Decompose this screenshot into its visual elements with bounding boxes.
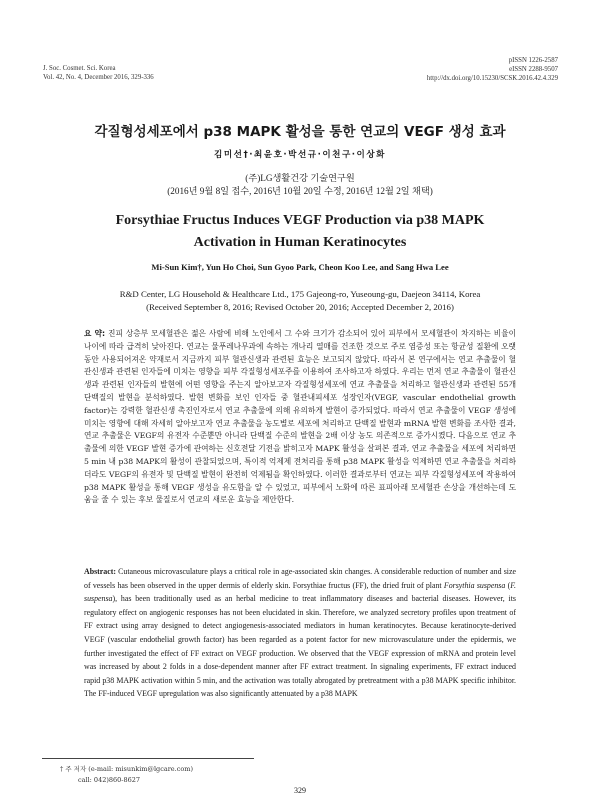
journal-volume: Vol. 42, No. 4, December 2016, 329-336 [43,74,154,81]
abstract-text-2: ( [505,580,511,590]
journal-citation [43,64,154,82]
pissn: pISSN 1226-2587 [508,57,558,64]
korean-title: 각질형성세포에서 p38 MAPK 활성을 통한 연교의 VEGF 생성 효과 [94,124,506,140]
english-abstract-label: Abstract: [84,567,116,576]
footnote-divider [42,758,254,759]
abstract-species-name: Forsythia suspensa [443,580,506,590]
korean-dates: (2016년 9월 8일 접수, 2016년 10월 20일 수정, 2016년 12월 2일 채택) [167,186,433,196]
corresponding-author-note: † 주 저자 (e-mail: misunkim@lgcare.com) [60,765,193,773]
doi-link[interactable]: http://dx.doi.org/10.15230/SCSK.2016.42.4.329 [426,75,558,82]
corresponding-author-phone: call: 042)860-8627 [78,776,141,784]
journal-identifiers [427,56,558,83]
english-title [0,210,600,254]
eissn: eISSN 2288-9507 [509,66,558,73]
abstract-text-1: Cutaneous microvasculature plays a critical role in age-associated skin changes. A considerable reduction of number and size of vessels has been observed in the upper dermis of elderly skin. Forsythiae fructus (FF), the dried fruit of plant [84,567,516,590]
english-title-line2: Activation in Human Keratinocytes [193,235,407,250]
abstract-text-3: ), has been traditionally used as an herbal medicine to treat inflammatory diseases and bacterial diseases. However, its regulatory effect on angiogenic responses has not been elucidated in skin. Therefore, we analyzed secretory profiles upon treatment of FF extract using array designed to detect angiogenesis-associated mediators in human keratinocytes. Because keratinocyte-derived VEGF (vascular endothelial growth factor) has been regarded as a potent factor for new microvasculature under the epidermis, we further investigated the effect of FF extract on VEGF production. We observed that the VEGF expression of mRNA and protein level was increased by about 2 folds in a dose-dependent manner after FF extract treatment. In signaling experiments, FF extract induced rapid p38 MAPK activation within 5 min, and the activation was totally abrogated by pretreatment with a p38 MAPK specific inhibitor. The FF-induced VEGF upregulation was also significantly attenuated by a p38 MAPK [84,594,516,699]
korean-abstract [84,328,516,507]
korean-authors: 김미선†·최윤호·박선규·이천구·이상화 [214,150,386,160]
english-abstract [84,565,516,701]
english-title-line1: Forsythiae Fructus Induces VEGF Production via p38 MAPK [115,213,485,228]
korean-affiliation: (주)LG생활건강 기술연구원 [245,173,355,183]
english-dates: (Received September 8, 2016; Revised October 20, 2016; Accepted December 2, 2016) [146,302,454,312]
korean-abstract-text: 진피 상층부 모세혈관은 젊은 사람에 비해 노인에서 그 수와 크기가 감소되어 있어 피부에서 모세혈관이 차지하는 비율이 나이에 따라 급격히 낮아진다. 연교는 물푸레나무과에 속하는 개나리 열매를 건조한 것으로 주로 염증성 또는 항균성 질환에 오랫동안 사용되어져온 약재로서 지금까지 피부 혈관신생과 관련된 효능은 보고되지 않았다. 따라서 본 연구에서는 연교 추출물이 혈관신생과 관련된 인자들에 미치는 영향을 피부 각질형성세포주를 이용하여 조사하고자 하였다. 우리는 먼저 연교 추출물이 혈관신생과 관련된 인자들의 발현에 어떤 영향을 주는지 알아보고자 각질형성세포에 연교 추출물을 처리하고 혈관신생과 관련된 55개 단백질의 발현을 분석하였다. 발현 변화를 보인 인자들 중 혈관내피세포 성장인자(VEGF, vascular endothelial growth factor)는 강력한 혈관신생 촉진인자로서 연교 추출물에 의해 유의하게 발현이 증가되었다. 따라서 연교 추출물이 VEGF 생성에 미치는 영향에 대해 자세히 알아보고자 연교 추출물을 농도별로 세포에 처리하고 단백질 발현과 mRNA 발현 변화를 조사한 결과, 연교 추출물은 VEGF의 유전자 수준뿐만 아니라 단백질 수준의 발현을 2배 이상 농도 의존적으로 증가시켰다. 다음으로 연교 추출물에 의한 VEGF 발현 증가에 관여하는 신호전달 기전을 밝히고자 MAPK 활성을 살펴본 결과, 연교 추출물을 세포에 처리하면 5 min 내 p38 MAPK의 활성이 관찰되었으며, 특이적 억제제 전처리를 통해 p38 MAPK 활성을 억제하면 연교 추출물을 처리하더라도 VEGF의 유전자 및 단백질 발현이 완전히 억제됨을 확인하였다. 이러한 결과로부터 연교는 피부 각질형성세포에 작용하여 p38 MAPK 활성을 통해 VEGF 생성을 유도함을 알 수 있었고, 피부에서 노화에 따른 표피아래 모세혈관 손상을 개선하는데 도움을 줄 수 있는 후보 물질로서 연교의 새로운 효능을 제안한다. [84,329,517,505]
abstract-species-abbrev: F. suspensa [84,580,516,604]
page-number: 329 [294,786,306,795]
english-affiliation: R&D Center, LG Household & Healthcare Ltd., 175 Gajeong-ro, Yuseoung-gu, Daejeon 34114, Korea [119,289,481,299]
english-authors: Mi-Sun Kim†, Yun Ho Choi, Sun Gyoo Park, Cheon Koo Lee, and Sang Hwa Lee [151,262,449,272]
journal-name: J. Soc. Cosmet. Sci. Korea [43,65,116,72]
korean-abstract-label: 요 약: [84,329,106,338]
